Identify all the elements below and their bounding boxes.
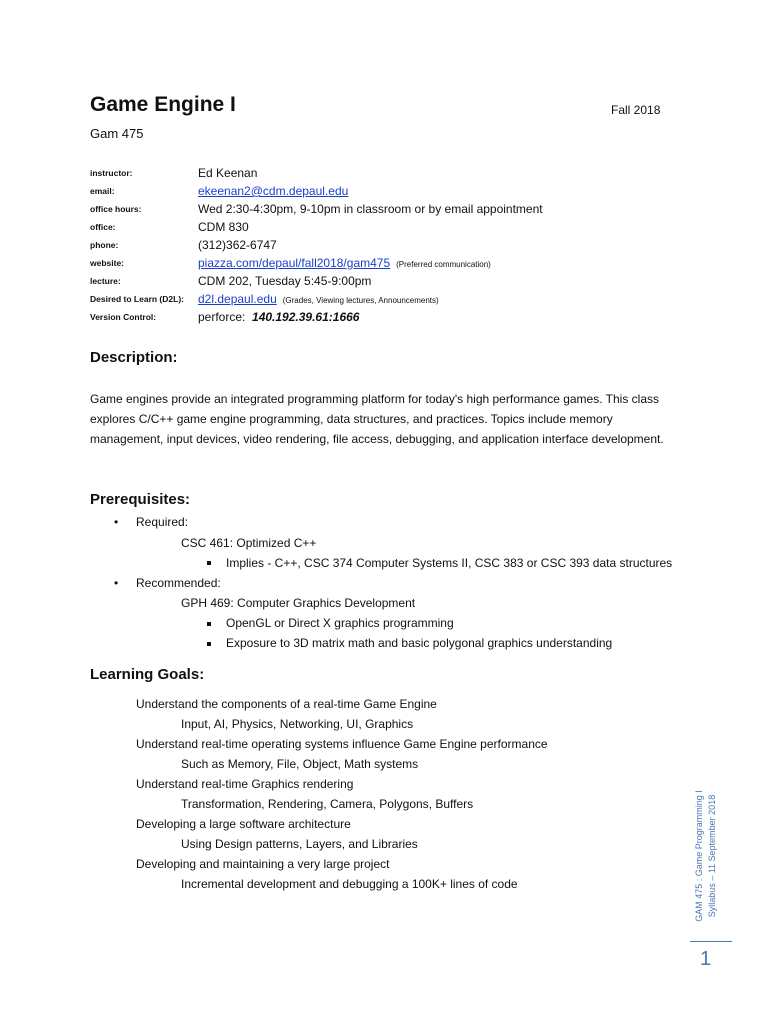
version-control-address: 140.192.39.61:1666 [252, 310, 360, 324]
recommended-course: GPH 469: Computer Graphics Development [181, 596, 416, 610]
margin-syllabus-date: Syllabus – 11 September 2018 [707, 794, 718, 918]
d2l-value [198, 292, 439, 306]
website-note: (Preferred communication) [396, 260, 491, 269]
info-row-office [90, 218, 690, 236]
learning-goals-heading: Learning Goals: [90, 666, 205, 683]
page-title: Game Engine I [90, 93, 236, 116]
margin-rule [690, 941, 732, 942]
course-code: Gam 475 [90, 126, 144, 141]
goal-item: Understand real-time Graphics rendering [136, 777, 354, 791]
d2l-label: Desired to Learn (D2L): [90, 294, 184, 304]
website-label: website: [90, 258, 125, 268]
margin-header [686, 776, 726, 936]
info-row-lecture [90, 272, 690, 290]
instructor-value: Ed Keenan [198, 166, 258, 180]
d2l-note: (Grades, Viewing lectures, Announcements) [282, 296, 439, 305]
square-bullet [207, 561, 211, 565]
square-bullet [207, 622, 211, 626]
goal-detail: Input, AI, Physics, Networking, UI, Graphics [181, 717, 414, 731]
info-row-office-hours [90, 200, 690, 218]
version-control-value [198, 310, 359, 324]
info-row-website [90, 254, 690, 272]
required-course: CSC 461: Optimized C++ [181, 536, 317, 550]
goal-detail: Transformation, Rendering, Camera, Polygons, Buffers [181, 797, 474, 811]
description-heading: Description: [90, 349, 178, 366]
lecture-value: CDM 202, Tuesday 5:45-9:00pm [198, 274, 372, 288]
page-number: 1 [700, 948, 712, 970]
description-text: Game engines provide an integrated programming platform for today's high performance games. This class explores C/C++ game engine programming, data structures, and practices. Topics include memory management, input devices, video rendering, file access, debugging, and application interface development. [90, 392, 664, 446]
bullet-dot: • [114, 515, 119, 529]
margin-header-text [693, 790, 719, 922]
d2l-link[interactable]: d2l.depaul.edu [198, 292, 277, 306]
bullet-dot: • [114, 576, 119, 590]
office-hours-label: office hours: [90, 204, 142, 214]
prerequisites-heading: Prerequisites: [90, 491, 191, 508]
goal-item: Understand real-time operating systems influence Game Engine performance [136, 737, 548, 751]
recommended-subitem-2: Exposure to 3D matrix math and basic polygonal graphics understanding [226, 636, 613, 650]
term-label: Fall 2018 [611, 103, 661, 117]
margin-course-title: GAM 475 : Game Programming I [694, 790, 705, 922]
recommended-label: Recommended: [136, 576, 221, 590]
instructor-label: instructor: [90, 168, 133, 178]
info-row-phone [90, 236, 690, 254]
website-link[interactable]: piazza.com/depaul/fall2018/gam475 [198, 256, 391, 270]
info-row-email [90, 182, 690, 200]
email-link[interactable]: ekeenan2@cdm.depaul.edu [198, 184, 349, 198]
goal-item: Understand the components of a real-time Game Engine [136, 697, 437, 711]
course-info-table [90, 164, 690, 326]
website-value [198, 256, 491, 270]
required-label: Required: [136, 515, 189, 529]
info-row-d2l [90, 290, 690, 308]
phone-label: phone: [90, 240, 119, 250]
recommended-subitem-1: OpenGL or Direct X graphics programming [226, 616, 454, 630]
office-hours-value: Wed 2:30-4:30pm, 9-10pm in classroom or by email appointment [198, 202, 543, 216]
info-row-version-control [90, 308, 690, 326]
goal-detail: Such as Memory, File, Object, Math systems [181, 757, 419, 771]
goal-item: Developing and maintaining a very large project [136, 857, 390, 871]
goal-detail: Using Design patterns, Layers, and Libraries [181, 837, 418, 851]
goal-detail: Incremental development and debugging a 100K+ lines of code [181, 877, 518, 891]
required-subitem: Implies - C++, CSC 374 Computer Systems II, CSC 383 or CSC 393 data structures [226, 556, 673, 570]
lecture-label: lecture: [90, 276, 121, 286]
goal-item: Developing a large software architecture [136, 817, 351, 831]
version-control-prefix: perforce: [198, 310, 246, 324]
office-label: office: [90, 222, 116, 232]
phone-value: (312)362-6747 [198, 238, 277, 252]
version-control-label: Version Control: [90, 312, 157, 322]
email-label: email: [90, 186, 115, 196]
office-value: CDM 830 [198, 220, 249, 234]
square-bullet [207, 642, 211, 646]
info-row-instructor [90, 164, 690, 182]
